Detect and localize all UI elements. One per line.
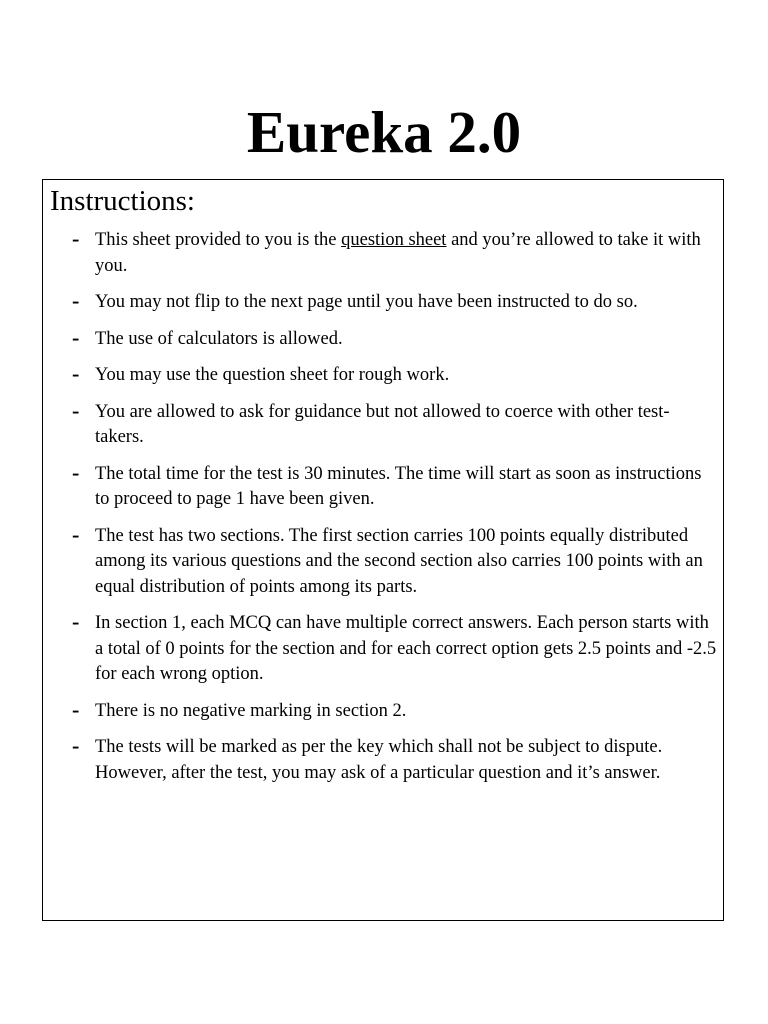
- instruction-text: The tests will be marked as per the key which shall not be subject to dispute. However, after the test, you may ask of a particular question and it’s answer.: [95, 737, 663, 783]
- dash-bullet-icon: -: [72, 696, 80, 722]
- dash-bullet-icon: -: [72, 459, 80, 485]
- dash-bullet-icon: -: [72, 521, 80, 547]
- instruction-text: The total time for the test is 30 minutes. The time will start as soon as instructions to proceed to page 1 have been given.: [95, 463, 702, 509]
- instruction-item: [43, 521, 725, 601]
- dash-bullet-icon: -: [72, 397, 80, 423]
- instruction-text: The use of calculators is allowed.: [95, 328, 343, 349]
- instruction-text: and you’re allowed to take it with you.: [95, 230, 701, 276]
- dash-bullet-icon: -: [72, 324, 80, 350]
- instruction-item: [43, 696, 725, 725]
- instruction-item: [43, 735, 725, 786]
- instruction-text: You may not flip to the next page until you have been instructed to do so.: [95, 292, 638, 312]
- instructions-list: [43, 228, 725, 797]
- instruction-item: [43, 290, 725, 316]
- instruction-text: In section 1, each MCQ can have multiple correct answers. Each person starts with a total of 0 points for the section and for each correct option gets 2.5 points and -2.5 for each wrong option.: [95, 613, 717, 684]
- instruction-text: There is no negative marking in section 2.: [95, 700, 407, 721]
- question-sheet-term: question sheet: [341, 230, 447, 250]
- page-title: Eureka 2.0: [246, 99, 522, 165]
- dash-bullet-icon: -: [72, 288, 80, 313]
- instruction-item: [43, 363, 725, 389]
- instruction-item: [43, 324, 725, 353]
- instruction-item: [43, 397, 725, 451]
- instruction-item: [43, 459, 725, 513]
- instruction-text: This sheet provided to you is the: [95, 230, 342, 250]
- dash-bullet-icon: -: [72, 361, 80, 386]
- dash-bullet-icon: -: [72, 733, 80, 758]
- instruction-text: You may use the question sheet for rough work.: [95, 365, 450, 385]
- instruction-item: [43, 611, 725, 688]
- instruction-text: You are allowed to ask for guidance but not allowed to coerce with other test-takers.: [95, 401, 670, 447]
- instructions-box: [42, 179, 724, 921]
- instructions-heading: Instructions:: [50, 185, 195, 217]
- instruction-text: The test has two sections. The first section carries 100 points equally distributed among its various questions and the second section also carries 100 points with an equal distribution of points among its parts.: [95, 525, 703, 597]
- dash-bullet-icon: -: [72, 226, 80, 251]
- dash-bullet-icon: -: [72, 609, 80, 634]
- instruction-item: [43, 228, 725, 279]
